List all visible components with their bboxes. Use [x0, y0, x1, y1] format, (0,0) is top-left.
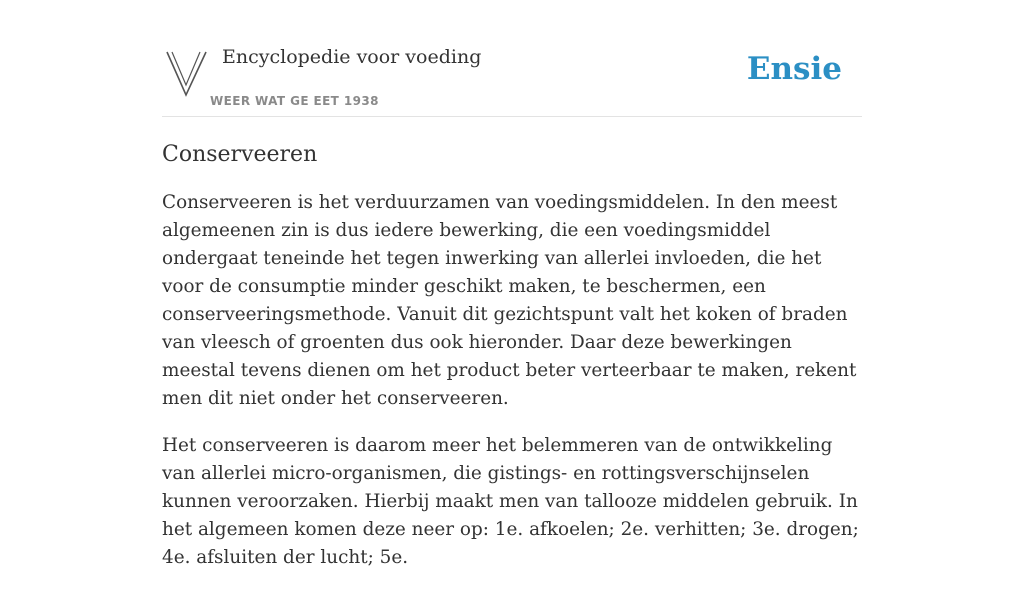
article-title: Conserveeren [162, 142, 318, 167]
article-paragraph: Conserveeren is het verduurzamen van voedingsmiddelen. In den meest algemeenen zin is dus iedere bewerking, die een voedingsmiddel ondergaat teneinde het tegen inwerking van allerlei invloeden, die het voor de consumptie minder geschikt maken, te beschermen, een conserveeringsmethode. Vanuit dit gezichtspunt valt het koken of braden van vleesch of groenten dus ook hieronder. Daar deze bewerkingen meestal tevens dienen om het product beter verteerbaar te maken, rekent men dit niet onder het conserveeren. [162, 192, 857, 409]
article-paragraph: Het conserveeren is daarom meer het belemmeren van de ontwikkeling van allerlei micro-organismen, die gistings- en rottingsverschijnselen kunnen veroorzaken. Hierbij maakt men van tallooze middelen gebruik. In het algemeen komen deze neer op: 1e. afkoelen; 2e. verhitten; 3e. drogen; 4e. afsluiten der lucht; 5e. [162, 435, 859, 568]
article [162, 140, 867, 591]
site-subtitle: WEER WAT GE EET 1938 [210, 94, 379, 108]
site-title-link[interactable]: Encyclopedie voor voeding [222, 46, 482, 68]
site-header [162, 0, 862, 117]
v-logo-icon[interactable] [166, 48, 208, 98]
brand-logo-link[interactable]: Ensie [746, 51, 842, 87]
